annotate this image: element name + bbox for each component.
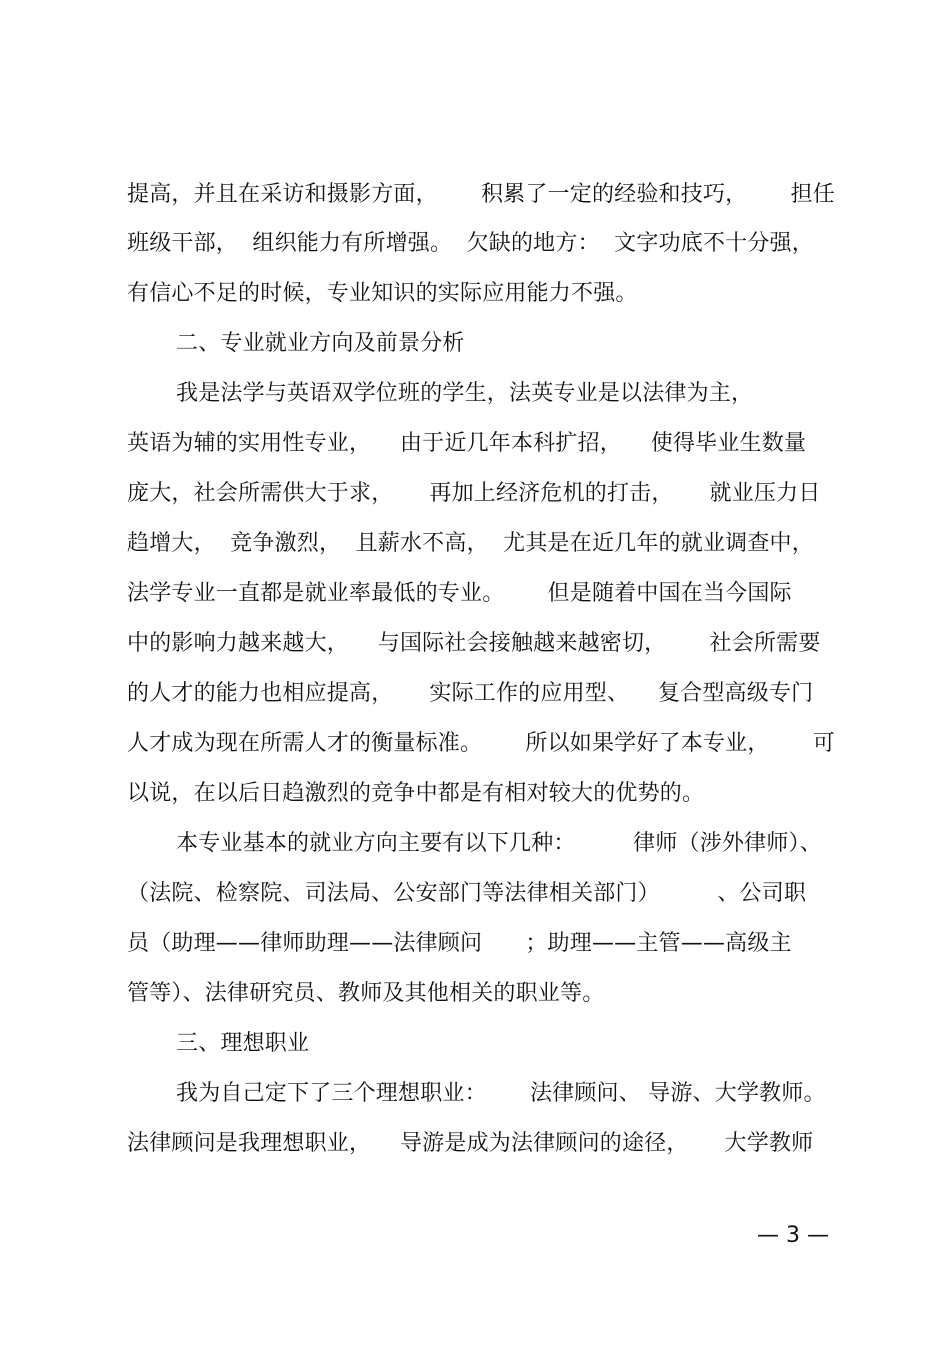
paragraph-line: 庞大，社会所需供大于求， 再加上经济危机的打击， 就业压力日 [127, 481, 821, 506]
section-heading: 三、理想职业 [176, 1031, 310, 1056]
paragraph-line: 法学专业一直都是就业率最低的专业。 但是随着中国在当今国际 [127, 581, 792, 606]
paragraph-line: 有信心不足的时候，专业知识的实际应用能力不强。 [127, 281, 638, 306]
paragraph-line: 法律顾问是我理想职业， 导游是成为法律顾问的途径， 大学教师 [127, 1131, 814, 1156]
paragraph-line: 班级干部， 组织能力有所增强。 欠缺的地方： 文字功底不十分强， [127, 231, 814, 256]
paragraph-line: 本专业基本的就业方向主要有以下几种： 律师（涉外律师）、 [176, 831, 822, 856]
paragraph-line: 我为自己定下了三个理想职业： 法律顾问、 导游、大学教师。 [176, 1081, 826, 1106]
paragraph-line: 以说，在以后日趋激烈的竞争中都是有相对较大的优势的。 [127, 781, 705, 806]
paragraph-line: 中的影响力越来越大， 与国际社会接触越来越密切， 社会所需要 [127, 631, 821, 656]
paragraph-line: 我是法学与英语双学位班的学生，法英专业是以法律为主， [176, 381, 754, 406]
page-number: — 3 — [757, 1223, 829, 1248]
paragraph-line: 趋增大， 竞争激烈， 且薪水不高， 尤其是在近几年的就业调查中， [127, 531, 814, 556]
paragraph-line: 的人才的能力也相应提高， 实际工作的应用型、 复合型高级专门 [127, 681, 814, 706]
paragraph-line: 员（助理——律师助理——法律顾问 ；助理——主管——高级主 [127, 931, 792, 956]
paragraph-line: 管等）、法律研究员、教师及其他相关的职业等。 [127, 981, 605, 1006]
paragraph-line: 人才成为现在所需人才的衡量标准。 所以如果学好了本专业， 可 [127, 731, 835, 756]
section-heading: 二、专业就业方向及前景分析 [176, 331, 465, 356]
paragraph-line: 提高，并且在采访和摄影方面， 积累了一定的经验和技巧， 担任 [127, 182, 835, 207]
paragraph-line: 英语为辅的实用性专业， 由于近几年本科扩招， 使得毕业生数量 [127, 431, 807, 456]
paragraph-line: （法院、检察院、司法局、公安部门等法律相关部门） 、公司职 [127, 881, 807, 906]
